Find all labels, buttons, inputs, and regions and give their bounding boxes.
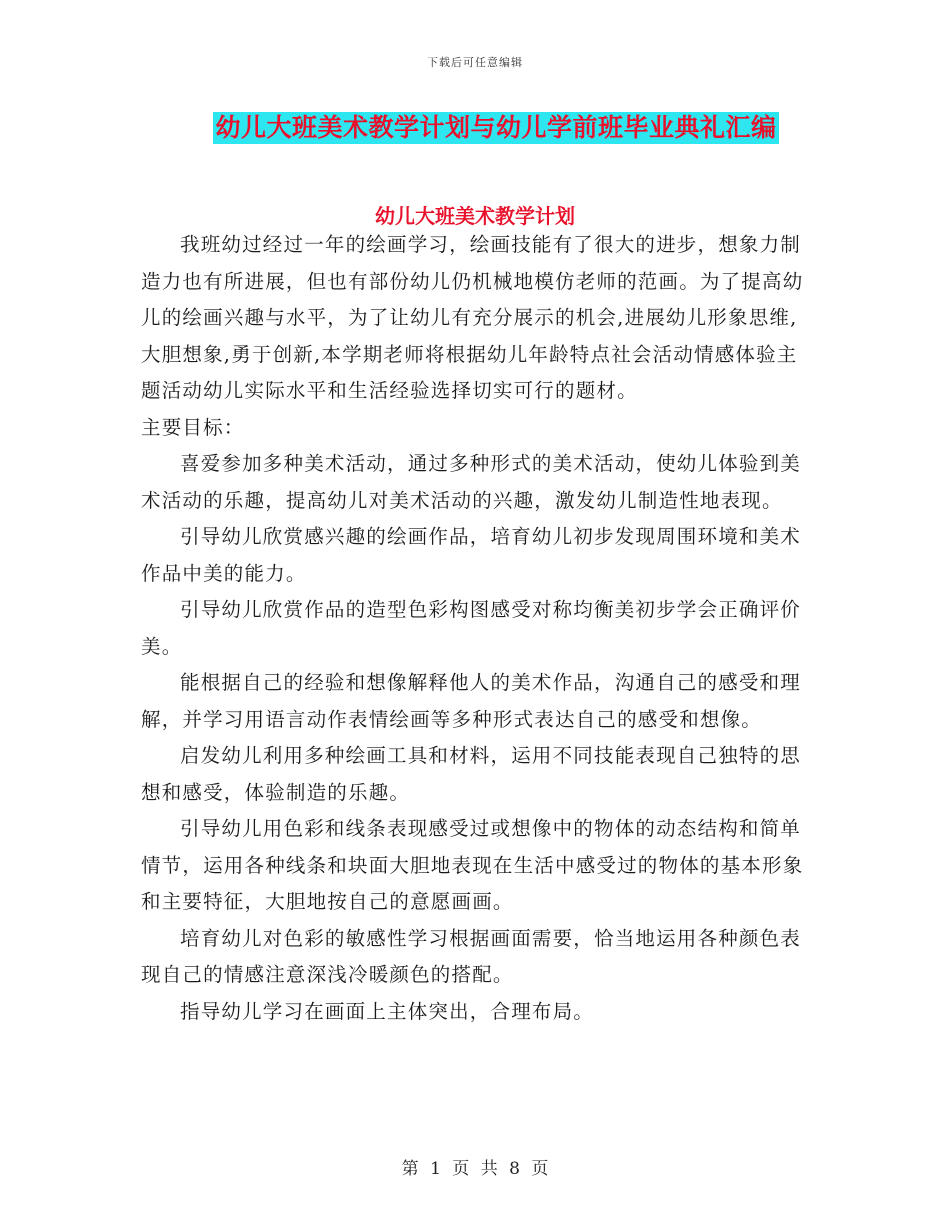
paragraph-goals-heading: 主要目标： [141, 415, 245, 439]
paragraph-goal-7: 培育幼儿对色彩的敏感性学习根据画面需要，恰当地运用各种颜色表现自己的情感注意深浅冷暖颜色的搭配。 [141, 926, 802, 986]
paragraph-goal-3: 引导幼儿欣赏作品的造型色彩构图感受对称均衡美初步学会正确评价美。 [141, 598, 802, 658]
paragraph-goal-6: 引导幼儿用色彩和线条表现感受过或想像中的物体的动态结构和简单情节，运用各种线条和块面大胆地表现在生活中感受过的物体的基本形象和主要特征，大胆地按自己的意愿画画。 [141, 817, 804, 913]
document-title: 幼儿大班美术教学计划与幼儿学前班毕业典礼汇编 [215, 113, 777, 142]
page-header-note: 下载后可任意编辑 [427, 56, 523, 69]
paragraph-goal-1: 喜爱参加多种美术活动，通过多种形式的美术活动，使幼儿体验到美术活动的乐趣，提高幼儿对美术活动的兴趣，激发幼儿制造性地表现。 [141, 452, 802, 512]
page-number-footer: 第 1 页 共 8 页 [401, 1159, 549, 1179]
paragraph-goal-2: 引导幼儿欣赏感兴趣的绘画作品，培育幼儿初步发现周围环境和美术作品中美的能力。 [141, 525, 802, 585]
section-title: 幼儿大班美术教学计划 [375, 204, 575, 228]
document-body [141, 227, 809, 1030]
paragraph-intro: 我班幼过经过一年的绘画学习，绘画技能有了很大的进步，想象力制造力也有所进展，但也有部份幼儿仍机械地模仿老师的范画。为了提高幼儿的绘画兴趣与水平，为了让幼儿有充分展示的机会,进展幼儿形象思维,大胆想象,勇于创新,本学期老师将根据幼儿年龄特点社会活动情感体验主题活动幼儿实际水平和生活经验选择切实可行的题材。 [141, 233, 804, 402]
paragraph-goal-5: 启发幼儿利用多种绘画工具和材料，运用不同技能表现自己独特的思想和感受，体验制造的乐趣。 [141, 744, 802, 804]
document-title-container [0, 112, 950, 144]
paragraph-goal-8: 指导幼儿学习在画面上主体突出，合理布局。 [180, 999, 595, 1023]
paragraph-goal-4: 能根据自己的经验和想像解释他人的美术作品，沟通自己的感受和理解，并学习用语言动作表情绘画等多种形式表达自己的感受和想像。 [141, 671, 802, 731]
